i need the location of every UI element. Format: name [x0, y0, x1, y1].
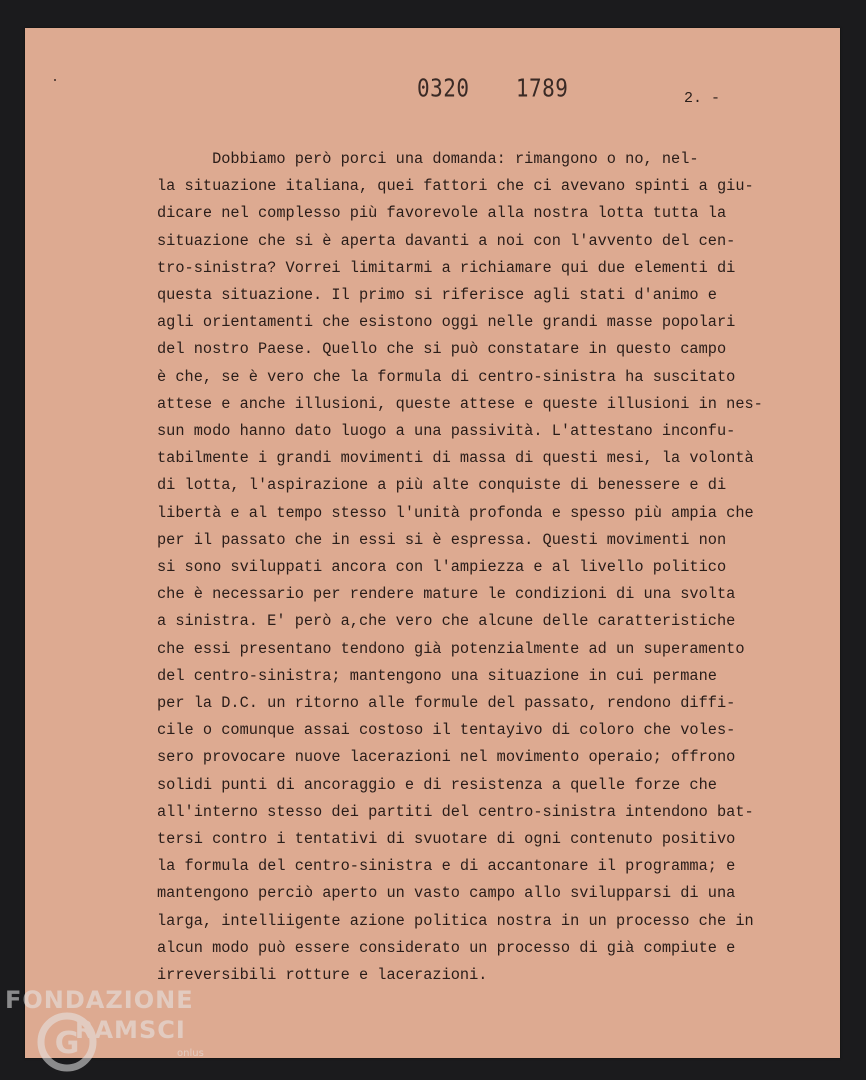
text-line: tersi contro i tentativi di svuotare di ogni contenuto positivo: [157, 830, 736, 849]
watermark-onlus-text: onlus: [177, 1048, 204, 1059]
page-number: 2. -: [684, 90, 721, 107]
text-line: mantengono perciò aperto un vasto campo allo svilupparsi di una: [157, 884, 736, 903]
text-line: cile o comunque assai costoso il tentayivo di coloro che voles-: [157, 721, 736, 740]
text-line: per la D.C. un ritorno alle formule del passato, rendono diffi-: [157, 694, 736, 713]
text-line: tro-sinistra? Vorrei limitarmi a richiamare qui due elementi di: [157, 258, 736, 277]
text-line: a sinistra. E' però a,che vero che alcune delle caratteristiche: [157, 612, 736, 631]
text-line: libertà e al tempo stesso l'unità profonda e spesso più ampia che: [157, 503, 754, 522]
text-line: attese e anche illusioni, queste attese e queste illusioni in nes-: [157, 394, 763, 413]
archive-stamp-number: 0320 1789: [417, 74, 569, 103]
text-line: sun modo hanno dato luogo a una passività. L'attestano inconfu-: [157, 422, 736, 441]
paper-speck: [54, 79, 56, 81]
text-line: è che, se è vero che la formula di centro-sinistra ha suscitato: [157, 367, 736, 386]
text-line: si sono sviluppati ancora con l'ampiezza e al livello politico: [157, 558, 727, 577]
text-line: di lotta, l'aspirazione a più alte conquiste di benessere e di: [157, 476, 727, 495]
watermark-logo-letter: G: [54, 1026, 80, 1061]
text-line: la formula del centro-sinistra e di accantonare il programma; e: [157, 857, 736, 876]
text-line: per il passato che in essi si è espressa. Questi movimenti non: [157, 530, 727, 549]
text-line: che essi presentano tendono già potenzialmente ad un superamento: [157, 639, 745, 658]
text-line: larga, intelliigente azione politica nostra in un processo che in: [157, 911, 754, 930]
text-line: del nostro Paese. Quello che si può constatare in questo campo: [157, 340, 727, 359]
typewritten-body: [157, 146, 837, 989]
fondazione-gramsci-watermark: [5, 986, 225, 1076]
text-line: sero provocare nuove lacerazioni nel movimento operaio; offrono: [157, 748, 736, 767]
watermark-fondazione-text: FONDAZIONE: [5, 986, 194, 1014]
watermark-gramsci-text: RAMSCI: [75, 1016, 186, 1044]
text-line: questa situazione. Il primo si riferisce agli stati d'animo e: [157, 286, 717, 305]
text-line: che è necessario per rendere mature le condizioni di una svolta: [157, 585, 736, 604]
text-line: solidi punti di ancoraggio e di resistenza a quelle forze che: [157, 775, 717, 794]
text-line: alcun modo può essere considerato un processo di già compiute e: [157, 938, 736, 957]
text-line: all'interno stesso dei partiti del centro-sinistra intendono bat-: [157, 802, 754, 821]
text-line: la situazione italiana, quei fattori che ci avevano spinti a giu-: [157, 177, 754, 196]
text-line: agli orientamenti che esistono oggi nelle grandi masse popolari: [157, 313, 736, 332]
text-line: situazione che si è aperta davanti a noi con l'avvento del cen-: [157, 231, 736, 250]
text-line: Dobbiamo però porci una domanda: rimangono o no, nel-: [157, 150, 699, 168]
text-line: irreversibili rotture e lacerazioni.: [157, 966, 488, 985]
text-line: dicare nel complesso più favorevole alla nostra lotta tutta la: [157, 204, 727, 223]
text-line: del centro-sinistra; mantengono una situazione in cui permane: [157, 666, 717, 685]
text-line: tabilmente i grandi movimenti di massa di questi mesi, la volontà: [157, 449, 754, 468]
